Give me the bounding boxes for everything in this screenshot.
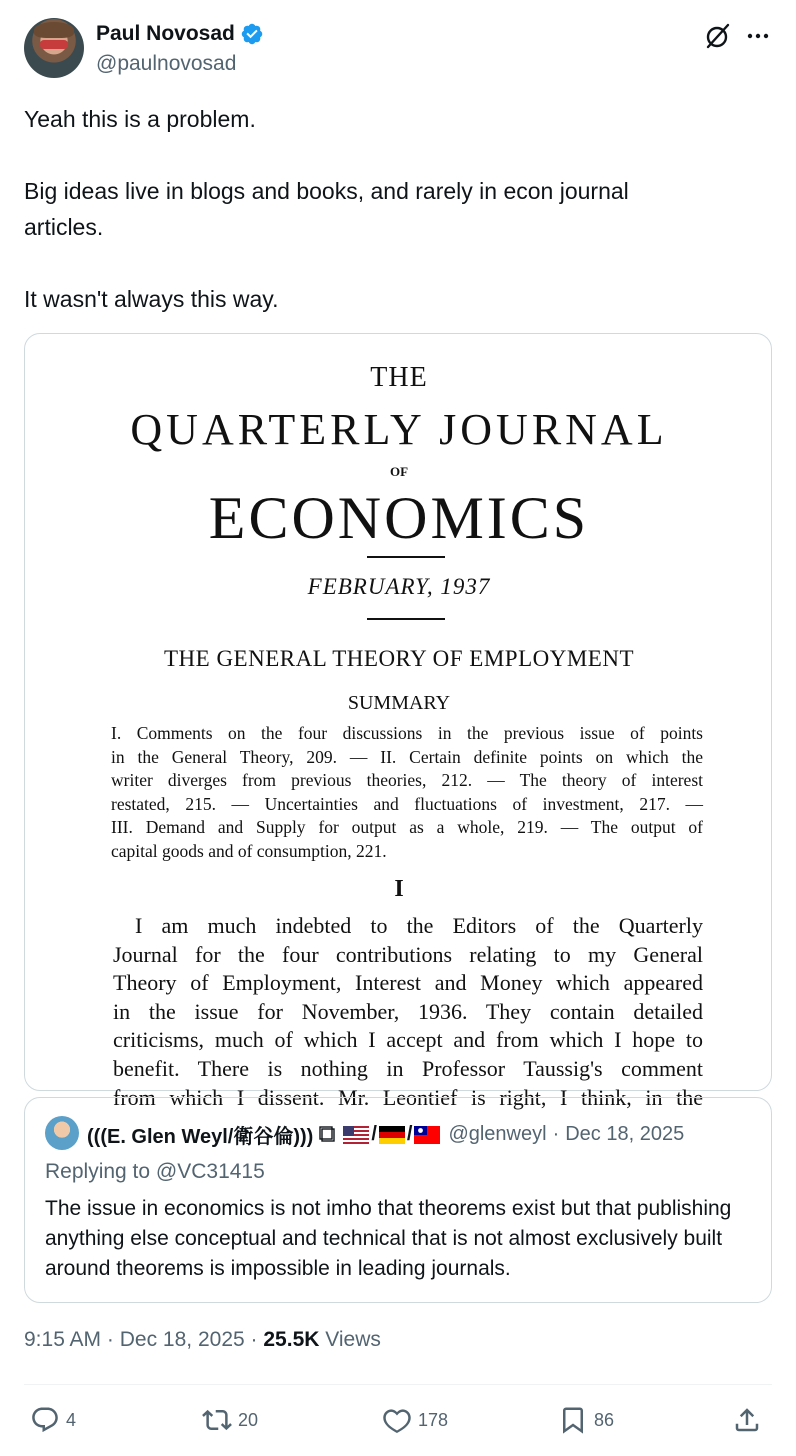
summary-line: writer diverges from previous theories, 212. — The theory of interest bbox=[111, 770, 703, 790]
more-options-icon[interactable] bbox=[744, 22, 772, 50]
tweet-text bbox=[24, 101, 772, 317]
quoted-tweet-header bbox=[87, 1120, 684, 1149]
summary-heading: SUMMARY bbox=[347, 692, 451, 714]
tweet-text-line: articles. bbox=[24, 214, 104, 240]
reply-icon bbox=[30, 1405, 60, 1435]
actions-divider bbox=[24, 1384, 772, 1385]
article-title: THE GENERAL THEORY OF EMPLOYMENT bbox=[163, 646, 635, 671]
summary-line: in the General Theory, 209. — II. Certain definite points on which the bbox=[111, 746, 703, 767]
quoted-separator: · bbox=[552, 1123, 560, 1145]
issue-date: FEBRUARY, 1937 bbox=[307, 574, 491, 599]
summary-line: III. Demand and Supply for output as a whole, 219. — The output of bbox=[111, 817, 703, 837]
avatar-glasses bbox=[40, 40, 68, 49]
ballot-box-icon bbox=[319, 1126, 337, 1144]
like-count: 178 bbox=[418, 1409, 449, 1430]
meta-separator: · bbox=[250, 1328, 258, 1351]
tweet-text-line: Yeah this is a problem. bbox=[24, 106, 256, 132]
quoted-author-handle[interactable]: @glenweyl bbox=[448, 1123, 547, 1145]
heart-icon bbox=[382, 1405, 412, 1435]
summary-line: restated, 215. — Uncertainties and fluctuations of investment, 217. — bbox=[111, 793, 703, 814]
tweet-meta bbox=[24, 1328, 381, 1352]
avatar-hair bbox=[34, 22, 74, 38]
quoted-tweet-date[interactable]: Dec 18, 2025 bbox=[565, 1123, 685, 1145]
tweet-date[interactable]: Dec 18, 2025 bbox=[119, 1328, 245, 1351]
bookmark-count: 86 bbox=[594, 1409, 615, 1430]
section-number: I bbox=[394, 876, 404, 902]
taiwan-flag-icon bbox=[414, 1126, 440, 1144]
body-line: I am much indebted to the Editors of the Quarterly bbox=[135, 913, 703, 938]
journal-title: QUARTERLY JOURNAL bbox=[130, 405, 668, 454]
author-name-row bbox=[96, 22, 264, 46]
repost-icon bbox=[202, 1405, 232, 1435]
date-rule bbox=[367, 618, 445, 620]
author-display-name[interactable]: Paul Novosad bbox=[96, 22, 235, 45]
journal-the: THE bbox=[370, 362, 428, 393]
reply-button[interactable] bbox=[30, 1400, 76, 1440]
repost-button[interactable] bbox=[202, 1400, 258, 1440]
views-label: Views bbox=[325, 1328, 381, 1351]
summary-line: I. Comments on the four discussions in the previous issue of points bbox=[111, 723, 703, 743]
us-flag-icon bbox=[343, 1126, 369, 1144]
share-icon bbox=[732, 1405, 762, 1435]
article-body bbox=[113, 912, 703, 1110]
verified-badge-icon[interactable] bbox=[240, 22, 264, 46]
summary-text bbox=[111, 722, 703, 863]
quoted-author-name[interactable]: (((E. Glen Weyl/衛谷倫))) bbox=[87, 1126, 314, 1148]
grok-icon[interactable] bbox=[704, 22, 732, 50]
tweet-text-line: Big ideas live in blogs and books, and rarely in econ journal bbox=[24, 178, 629, 204]
body-line: from which I dissent. Mr. Leontief is right, I think, in the bbox=[113, 1084, 703, 1110]
tweet-header bbox=[24, 18, 772, 82]
journal-page-scan bbox=[25, 334, 773, 1110]
meta-separator: · bbox=[106, 1328, 114, 1351]
tweet-text-line: It wasn't always this way. bbox=[24, 286, 279, 312]
flag-separator: / bbox=[406, 1123, 413, 1145]
views-count: 25.5K bbox=[263, 1328, 320, 1351]
title-rule bbox=[367, 556, 445, 558]
journal-economics: ECONOMICS bbox=[208, 485, 590, 551]
repost-count: 20 bbox=[238, 1409, 259, 1430]
author-avatar[interactable] bbox=[24, 18, 84, 78]
share-button[interactable] bbox=[732, 1400, 762, 1440]
replying-to[interactable]: Replying to @VC31415 bbox=[45, 1160, 265, 1183]
quoted-author-avatar[interactable] bbox=[45, 1116, 79, 1150]
flag-separator: / bbox=[371, 1123, 377, 1145]
germany-flag-icon bbox=[379, 1126, 405, 1144]
body-line: Theory of Employment, Interest and Money which appeared bbox=[113, 970, 703, 996]
reply-count: 4 bbox=[66, 1409, 77, 1430]
body-line: criticisms, much of which I accept and from which I hope to bbox=[113, 1027, 703, 1053]
body-line: benefit. There is nothing in Professor Taussig's comment bbox=[113, 1055, 703, 1081]
tweet-media-image[interactable] bbox=[24, 333, 772, 1110]
quoted-tweet-text: The issue in economics is not imho that theorems exist but that publishing anything else conceptual and technical that is not almost exclusively built around theorems is impossible in leading journals. bbox=[45, 1197, 732, 1280]
like-button[interactable] bbox=[382, 1400, 448, 1440]
bookmark-button[interactable] bbox=[558, 1400, 614, 1440]
tweet-time[interactable]: 9:15 AM bbox=[24, 1328, 102, 1351]
journal-of: OF bbox=[389, 464, 409, 479]
tweet-actions bbox=[24, 1392, 772, 1448]
body-line: in the issue for November, 1936. They contain detailed bbox=[113, 998, 703, 1024]
quoted-tweet[interactable] bbox=[24, 1097, 772, 1303]
summary-line: capital goods and of consumption, 221. bbox=[111, 840, 387, 861]
author-handle[interactable]: @paulnovosad bbox=[96, 52, 237, 75]
body-line: Journal for the four contributions relating to my General bbox=[113, 941, 703, 967]
bookmark-icon bbox=[558, 1405, 588, 1435]
